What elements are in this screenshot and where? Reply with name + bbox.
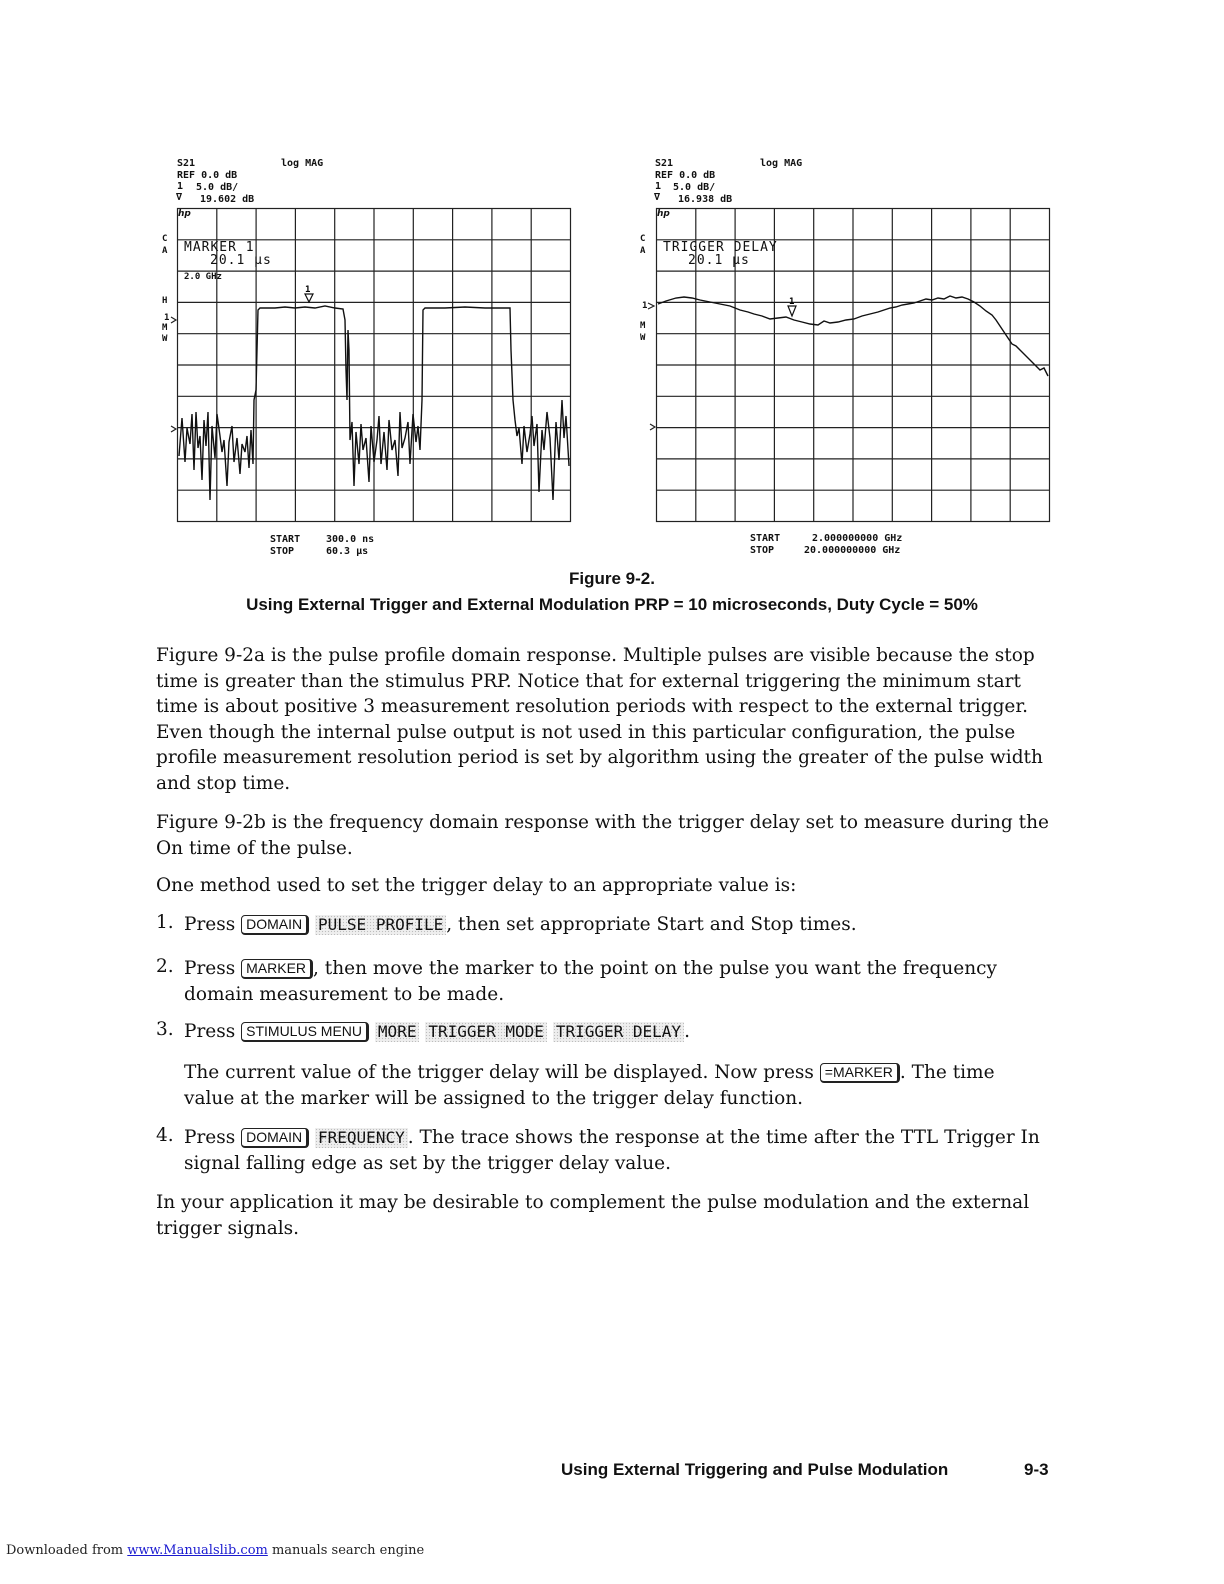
step-3-detail-text2: . The time value at the marker will be assigned to the trigger delay function. [184, 1062, 995, 1109]
download-prefix: Downloaded from [6, 1543, 124, 1558]
download-suffix: manuals search engine [271, 1543, 425, 1558]
step-3-number: 3. [156, 1019, 174, 1040]
left-ref-arrow-icon-lower [171, 426, 176, 432]
right-overlay-trigger-label: TRIGGER DELAY [663, 240, 778, 255]
left-param-label: S21 [177, 158, 196, 169]
left-format-label: log MAG [281, 158, 324, 169]
left-side-h: H [162, 296, 168, 306]
left-overlay-marker-time: 20.1 µs [210, 253, 272, 268]
domain-hardkey-2[interactable]: DOMAIN [241, 1128, 309, 1148]
stimulus-menu-hardkey[interactable]: STIMULUS MENU [241, 1022, 369, 1042]
right-side-m: M [640, 321, 646, 331]
equals-marker-hardkey[interactable]: =MARKER [820, 1063, 900, 1083]
left-overlay-freq: 2.0 GHz [184, 272, 222, 282]
paragraph-2: Figure 9-2b is the frequency domain response with the trigger delay set to measure during the On time of the pulse. [156, 812, 1049, 859]
domain-hardkey[interactable]: DOMAIN [241, 915, 309, 935]
step-1-number: 1. [156, 912, 174, 933]
left-scale-label: 5.0 dB/ [196, 182, 239, 193]
left-side-c: C [162, 234, 168, 244]
left-marker-down-icon: ∇ [176, 192, 183, 203]
left-marker-value: 19.602 dB [200, 194, 255, 205]
paragraph-1: Figure 9-2a is the pulse profile domain response. Multiple pulses are visible because the stop time is greater than the stimulus PRP. Notice that for external triggering the minimum start time is about positive 3 measurement resolution periods with respect to the external trigger. Even though the internal pulse output is not used in this particular configuration, the pulse profile measurement resolution period is set by algorithm using the greater of the pulse width and stop time. [156, 645, 1043, 794]
step-3-detail [184, 1060, 1044, 1111]
step-2-rest: , then move the marker to the point on the pulse you want the frequency domain measurement to be made. [184, 958, 997, 1005]
figure-number: Figure 9-2. [569, 569, 655, 588]
right-start-value: 2.000000000 GHz [812, 533, 903, 544]
step-1-rest: , then set appropriate Start and Stop times. [446, 914, 857, 935]
right-side-one: 1 [642, 301, 648, 311]
left-channel-mark: 1 [177, 181, 184, 192]
right-overlay-trigger-time: 20.1 µs [688, 253, 750, 268]
right-ref-arrow-icon-lower [650, 424, 655, 430]
step-2 [184, 956, 1044, 1007]
step-4-press: Press [184, 1127, 236, 1148]
right-channel-mark: 1 [655, 181, 662, 192]
right-param-label: S21 [655, 158, 674, 169]
step-1 [184, 912, 1044, 938]
right-scale-label: 5.0 dB/ [673, 182, 716, 193]
left-stop-value: 60.3 µs [326, 546, 369, 557]
footer-chapter-title: Using External Triggering and Pulse Modulation [561, 1460, 949, 1479]
frequency-softkey[interactable]: FREQUENCY [315, 1128, 408, 1148]
right-hp-logo: hp [657, 209, 670, 219]
right-ref-arrow-icon [648, 303, 654, 309]
left-trace-marker-num: 1 [305, 285, 311, 295]
step-2-number: 2. [156, 956, 174, 977]
step-3-press: Press [184, 1021, 236, 1042]
trigger-mode-softkey[interactable]: TRIGGER MODE [425, 1022, 547, 1042]
right-marker-value: 16.938 dB [678, 194, 733, 205]
right-side-w: W [640, 333, 646, 343]
left-ref-arrow-icon [171, 317, 176, 323]
left-trace-marker-icon [305, 294, 313, 302]
right-format-label: log MAG [760, 158, 803, 169]
trigger-delay-softkey[interactable]: TRIGGER DELAY [553, 1022, 684, 1042]
left-start-label: START [270, 534, 301, 545]
manualslib-link[interactable]: www.Manualslib.com [127, 1543, 268, 1558]
right-start-label: START [750, 533, 781, 544]
right-side-a: A [640, 246, 646, 256]
footer-page-number: 9-3 [1024, 1460, 1049, 1479]
step-2-press: Press [184, 958, 236, 979]
right-marker-down-icon: ∇ [654, 192, 661, 203]
step-4-number: 4. [156, 1125, 174, 1146]
step-4 [184, 1125, 1044, 1176]
step-3 [184, 1019, 1044, 1045]
right-ref-label: REF 0.0 dB [655, 170, 716, 181]
figure-title: Using External Trigger and External Modulation PRP = 10 microseconds, Duty Cycle = 50% [246, 595, 978, 614]
step-3-detail-text1: The current value of the trigger delay will be displayed. Now press [184, 1062, 814, 1083]
paragraph-3: One method used to set the trigger delay to an appropriate value is: [156, 875, 797, 896]
marker-hardkey[interactable]: MARKER [241, 959, 313, 979]
left-hp-logo: hp [178, 209, 191, 219]
step-1-press: Press [184, 914, 236, 935]
left-overlay-marker-label: MARKER 1 [184, 240, 255, 255]
pulse-profile-softkey[interactable]: PULSE PROFILE [315, 915, 446, 935]
right-stop-value: 20.000000000 GHz [804, 545, 901, 556]
step-3-end: . [684, 1021, 690, 1042]
download-note [6, 1543, 424, 1558]
step-4-rest: . The trace shows the response at the time after the TTL Trigger In signal falling edge as set by the trigger delay value. [184, 1127, 1040, 1174]
more-softkey[interactable]: MORE [375, 1022, 420, 1042]
left-stop-label: STOP [270, 546, 295, 557]
left-side-w: W [162, 334, 168, 344]
right-side-c: C [640, 234, 646, 244]
left-ref-label: REF 0.0 dB [177, 170, 238, 181]
right-stop-label: STOP [750, 545, 775, 556]
left-side-m: M [162, 323, 168, 333]
left-start-value: 300.0 ns [326, 534, 375, 545]
right-trace-marker-icon [788, 306, 796, 316]
paragraph-4: In your application it may be desirable to complement the pulse modulation and the external trigger signals. [156, 1192, 1030, 1239]
right-trace-marker-num: 1 [789, 297, 795, 307]
left-side-one: 1 [164, 313, 170, 323]
left-side-a: A [162, 246, 168, 256]
